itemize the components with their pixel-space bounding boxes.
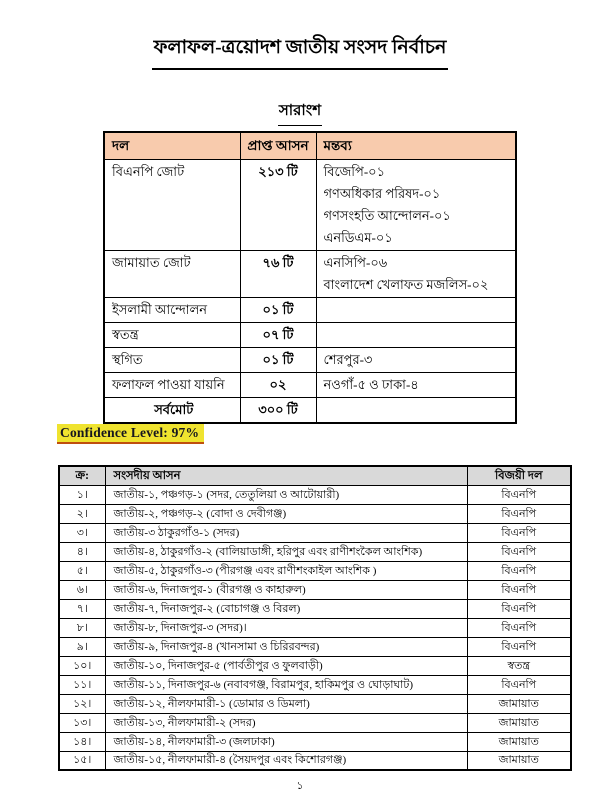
table-row [59,580,571,599]
winner-cell: বিএনপি [467,542,571,561]
page-title: ফলাফল-ত্রয়োদশ জাতীয় সংসদ নির্বাচন [152,33,449,70]
serial-cell: ১৩। [59,713,105,732]
winner-cell: জামায়াত [467,732,571,751]
comment-line: বাংলাদেশ খেলাফত মজলিস-০২ [323,277,489,292]
comments-cell: শেরপুর-৩ [316,348,516,373]
seat-cell: জাতীয়-১২, নীলফামারী-১ (ডোমার ও ডিমলা) [105,694,467,713]
serial-cell: ৮। [59,618,105,637]
table-row [104,348,516,373]
table-row [59,732,571,751]
serial-cell: ১। [59,485,105,504]
summary-col-header-party: দল [104,132,240,160]
section-heading-wrap [0,99,600,126]
seat-cell: জাতীয়-১০, দিনাজপুর-৫ (পার্বতীপুর ও ফুলবাড়ী) [105,656,467,675]
seats-cell: ২১৩ টি [240,160,316,251]
comments-cell: নওগাঁ-৫ ও ঢাকা-৪ [316,373,516,398]
winner-cell: বিএনপি [467,637,571,656]
comment-line: এনডিএম-০১ [323,230,393,245]
serial-cell: ৫। [59,561,105,580]
summary-table [103,131,517,424]
table-row [59,675,571,694]
results-header-row [59,466,571,485]
winner-cell: বিএনপি [467,485,571,504]
page-number: ১ [296,780,304,792]
table-row [59,713,571,732]
seat-cell: জাতীয়-৮, দিনাজপুর-৩ (সদর)। [105,618,467,637]
comment-line: গণঅধিকার পরিষদ-০১ [323,186,441,201]
winner-cell: বিএনপি [467,580,571,599]
winner-cell: বিএনপি [467,618,571,637]
winner-cell: বিএনপি [467,599,571,618]
serial-cell: ৬। [59,580,105,599]
table-row [59,523,571,542]
table-row [104,298,516,323]
serial-cell: ১০। [59,656,105,675]
table-row [59,599,571,618]
winner-cell: বিএনপি [467,561,571,580]
seat-cell: জাতীয়-২, পঞ্চগড়-২ (বোদা ও দেবীগঞ্জ) [105,504,467,523]
comments-cell [316,160,516,251]
page-title-wrap [0,33,600,70]
results-col-header-serial: ক্র: [59,466,105,485]
serial-cell: ১৪। [59,732,105,751]
results-col-header-winner: বিজয়ী দল [467,466,571,485]
serial-cell: ৯। [59,637,105,656]
summary-heading: সারাংশ [278,99,322,126]
winner-cell: স্বতন্ত্র [467,656,571,675]
seats-cell: ০১ টি [240,298,316,323]
summary-col-header-seats: প্রাপ্ত আসন [240,132,316,160]
seat-cell: জাতীয়-৪, ঠাকুরগাঁও-২ (বালিয়াডাঙ্গী, হরিপুর এবং রাণীশংকৈল আংশিক) [105,542,467,561]
seats-cell: ০২ [240,373,316,398]
seat-cell: জাতীয়-১, পঞ্চগড়-১ (সদর, তেতুলিয়া ও আটোয়ারী) [105,485,467,504]
serial-cell: ৭। [59,599,105,618]
serial-cell: ১৫। [59,751,105,770]
serial-cell: ৪। [59,542,105,561]
summary-header-row [104,132,516,160]
comments-cell [316,251,516,298]
table-row [59,561,571,580]
table-row [59,637,571,656]
table-row [104,373,516,398]
table-row [104,160,516,251]
party-cell: জামায়াত জোট [104,251,240,298]
serial-cell: ১২। [59,694,105,713]
winner-cell: জামায়াত [467,694,571,713]
seat-cell: জাতীয়-১৫, নীলফামারী-৪ (সৈয়দপুর এবং কিশোরগঞ্জ) [105,751,467,770]
party-cell: সর্বমোট [104,398,240,424]
comment-line: গণসংহতি আন্দোলন-০১ [323,208,451,223]
party-cell: ইসলামী আন্দোলন [104,298,240,323]
party-cell: ফলাফল পাওয়া যায়নি [104,373,240,398]
table-row [59,485,571,504]
table-row [59,542,571,561]
comments-cell [316,398,516,424]
comment-line: এনসিপি-০৬ [323,255,388,270]
results-table [58,465,572,771]
winner-cell: বিএনপি [467,675,571,694]
seats-cell: ০১ টি [240,348,316,373]
results-col-header-seat: সংসদীয় আসন [105,466,467,485]
table-row [59,694,571,713]
seat-cell: জাতীয়-১১, দিনাজপুর-৬ (নবাবগঞ্জ, বিরামপুর, হাকিমপুর ও ঘোড়াঘাট) [105,675,467,694]
confidence-level-badge: Confidence Level: 97% [57,424,204,444]
serial-cell: ১১। [59,675,105,694]
seat-cell: জাতীয়-১৩, নীলফামারী-২ (সদর) [105,713,467,732]
seat-cell: জাতীয়-১৪, নীলফামারী-৩ (জলঢাকা) [105,732,467,751]
comment-line: বিজেপি-০১ [323,164,386,179]
comments-cell [316,323,516,348]
winner-cell: বিএনপি [467,504,571,523]
summary-col-header-comments: মন্তব্য [316,132,516,160]
winner-cell: বিএনপি [467,523,571,542]
comments-cell [316,298,516,323]
winner-cell: জামায়াত [467,713,571,732]
seats-cell: ৭৬ টি [240,251,316,298]
serial-cell: ২। [59,504,105,523]
party-cell: বিএনপি জোট [104,160,240,251]
seats-cell: ৩০০ টি [240,398,316,424]
winner-cell: জামায়াত [467,751,571,770]
seat-cell: জাতীয়-৬, দিনাজপুর-১ (বীরগঞ্জ ও কাহারুল) [105,580,467,599]
table-row [104,251,516,298]
confidence-level-wrap [57,424,204,444]
table-row [59,656,571,675]
table-row [59,618,571,637]
serial-cell: ৩। [59,523,105,542]
table-row [104,323,516,348]
seat-cell: জাতীয়-৫, ঠাকুরগাঁও-৩ (পীরগঞ্জ এবং রাণীশংকাইল আংশিক ) [105,561,467,580]
table-row [59,504,571,523]
seat-cell: জাতীয়-৯, দিনাজপুর-৪ (খানসামা ও চিরিরবন্দর) [105,637,467,656]
seat-cell: জাতীয়-৩ ঠাকুরগাঁও-১ (সদর) [105,523,467,542]
seats-cell: ০৭ টি [240,323,316,348]
table-row [59,751,571,770]
party-cell: স্বতন্ত্র [104,323,240,348]
seat-cell: জাতীয়-৭, দিনাজপুর-২ (বোচাগঞ্জ ও বিরল) [105,599,467,618]
summary-total-row [104,398,516,424]
party-cell: স্থগিত [104,348,240,373]
